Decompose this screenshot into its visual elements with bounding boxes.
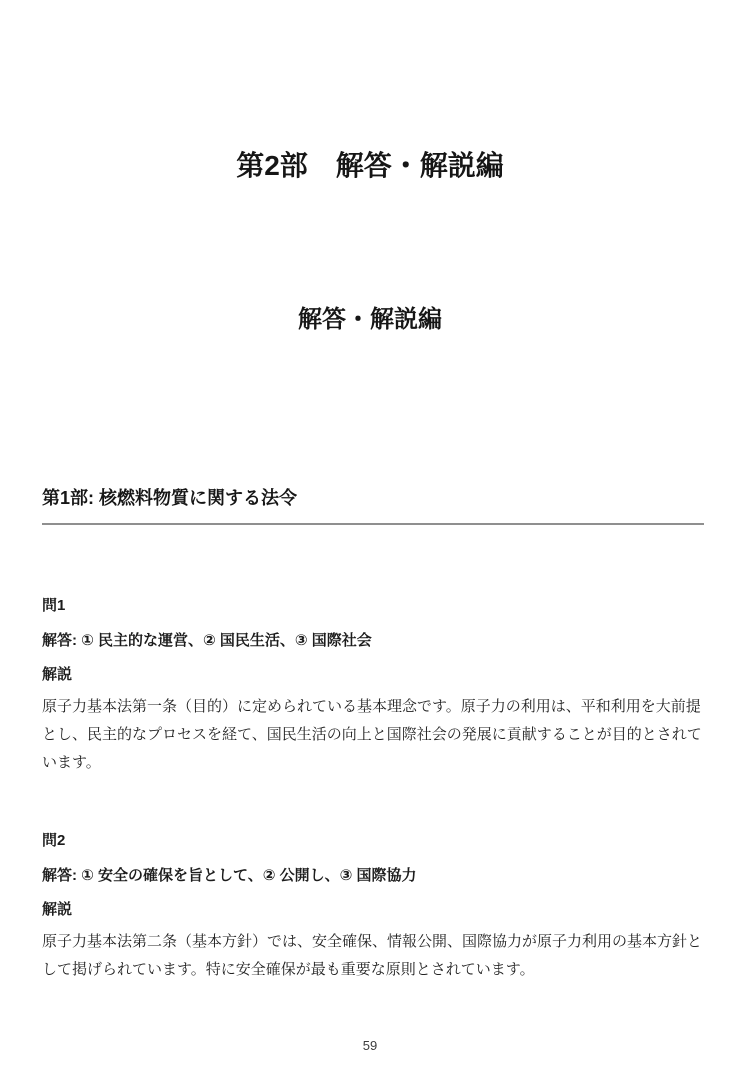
question-number: 問2	[42, 832, 66, 849]
part-title: 第2部 解答・解説編	[236, 150, 504, 181]
explanation-text: 原子力基本法第一条（目的）に定められている基本理念です。原子力の利用は、平和利用を大前提とし、民主的なプロセスを経て、国民生活の向上と国際社会の発展に貢献することが目的とされています。	[42, 698, 702, 771]
answer-line: 解答: ① 安全の確保を旨として、② 公開し、③ 国際協力	[42, 867, 417, 884]
chapter-heading-block	[42, 486, 704, 525]
answer-line: 解答: ① 民主的な運営、② 国民生活、③ 国際社会	[42, 632, 372, 649]
page-number: 59	[362, 1038, 378, 1053]
explanation-label: 解説	[42, 901, 73, 918]
explanation-label: 解説	[42, 666, 73, 683]
question-block-2	[42, 831, 704, 984]
question-number: 問1	[42, 597, 66, 614]
section-title: 解答・解説編	[298, 306, 442, 333]
explanation-text: 原子力基本法第二条（基本方針）では、安全確保、情報公開、国際協力が原子力利用の基本方針として掲げられています。特に安全確保が最も重要な原則とされています。	[42, 933, 703, 978]
chapter-heading: 第1部: 核燃料物質に関する法令	[42, 488, 298, 508]
question-block-1	[42, 596, 704, 777]
